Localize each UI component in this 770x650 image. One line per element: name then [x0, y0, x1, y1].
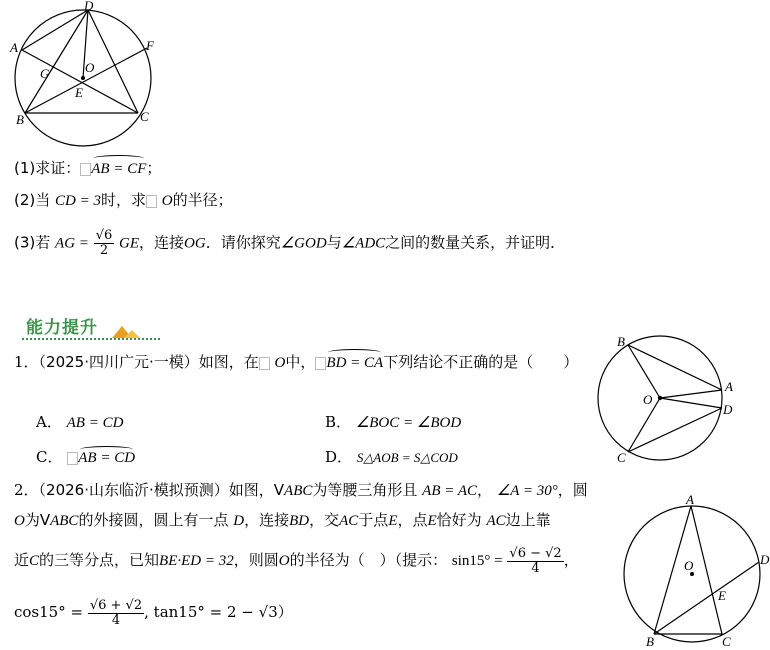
q2-cos15: cos15° =: [14, 603, 84, 621]
q2-line1-d: ，圆: [557, 481, 588, 499]
q2-l3-e: ，则圆: [233, 551, 279, 569]
q2-l2-l: ，点: [397, 511, 428, 529]
part2-label: (2)当: [14, 191, 51, 209]
q2-label-o: O: [684, 558, 694, 573]
q1-option-d-text: S△AOB = S△COD: [356, 450, 458, 465]
figure-q2-circle: [618, 490, 770, 650]
part3-lhs: AG =: [55, 235, 89, 252]
figure-q1-circle: [595, 328, 745, 468]
q2-l2-e2: E: [427, 513, 437, 529]
q2-label-e: E: [718, 588, 726, 603]
q1-option-b-key: B．: [325, 413, 352, 431]
part3-frac-num: √6: [95, 228, 113, 243]
part3-seg: OG: [184, 235, 206, 252]
section-title: 能力提升: [26, 318, 98, 338]
q2-cos-num: √6 + √2: [89, 597, 143, 613]
label-c: C: [140, 109, 149, 124]
part2-circle: O: [161, 193, 173, 209]
q2-l2-f: ，连接: [244, 511, 290, 529]
q1-option-a-text: AB = CD: [66, 415, 124, 431]
q2-l3-o: O: [278, 553, 290, 569]
q1-option-a-key: A．: [36, 413, 62, 431]
part2-line: [14, 190, 233, 211]
q1-label-c: C: [617, 450, 626, 465]
q2-label-c: C: [722, 634, 731, 649]
label-a: A: [10, 40, 18, 55]
q1-option-c-key: C．: [36, 448, 63, 466]
part3-line: [14, 229, 565, 258]
q1-option-d[interactable]: [325, 446, 458, 467]
placeholder-glyph: [259, 357, 270, 370]
q1-option-b-text: ∠BOC = ∠BOD: [355, 415, 462, 431]
part2-cond: CD = 3: [55, 193, 101, 209]
part3-frac-den: 2: [99, 243, 109, 258]
part3-frac: [94, 229, 115, 258]
figure-circle-abcd: [0, 0, 170, 150]
q2-line3: [14, 546, 579, 576]
q2-l3-h: ，: [563, 551, 579, 569]
q2-line1-c: ，: [477, 481, 493, 499]
q2-line1: [14, 480, 588, 501]
label-e: E: [75, 85, 83, 100]
q2-l2-bd: BD: [289, 513, 310, 529]
q2-sin-frac: [507, 547, 563, 576]
q1-circle: O: [274, 355, 286, 371]
section-divider: [22, 338, 160, 340]
placeholder-glyph: [315, 357, 326, 370]
section-badge: [22, 310, 162, 340]
q2-line1-b: 为等腰三角形且: [312, 481, 418, 499]
q1-stem-end: 下列结论不正确的是（ ）: [383, 353, 579, 371]
q2-l2-h: ，交: [309, 511, 340, 529]
label-d: D: [84, 0, 94, 13]
part3-angle2: ∠ADC: [341, 235, 386, 252]
part3-label: (3)若: [14, 233, 51, 252]
q1-source: （2025·四川广元·一模）如图，在: [38, 353, 259, 371]
q2-l3-text: 的三等分点，已知: [39, 551, 160, 569]
q2-l2-ac: AC: [339, 513, 359, 529]
q2-l3-product: BE·ED = 32: [159, 553, 234, 569]
q1-label-b: B: [617, 334, 625, 349]
q1-label-d: D: [723, 402, 733, 417]
q2-cos-den: 4: [111, 612, 121, 628]
placeholder-glyph: [146, 195, 157, 208]
q1-option-c[interactable]: [36, 446, 135, 467]
q2-l2-ac2: AC: [486, 513, 506, 529]
q2-l3-g: 的半径为（ ）（提示：: [289, 551, 448, 569]
part2-end: 的半径；: [172, 191, 233, 209]
q2-tri: ABC: [284, 483, 313, 499]
part3-mid3: 与: [326, 233, 342, 252]
q2-eq1: AB = AC: [422, 483, 478, 499]
q2-sin-den: 4: [531, 560, 540, 576]
part3-mid2: ．请你探究: [205, 233, 281, 252]
q2-label-a: A: [686, 492, 694, 507]
part1-line: [14, 158, 161, 179]
q2-l2-pt-d: D: [233, 513, 245, 529]
placeholder-glyph: [80, 163, 91, 176]
q1-stem: [14, 352, 578, 373]
q2-l3-a: 近: [14, 551, 30, 569]
q1-arc-eq: BD = CA: [326, 355, 384, 371]
label-b: B: [16, 112, 24, 127]
part1-end: ；: [146, 159, 162, 177]
label-f: F: [146, 38, 154, 53]
q1-option-a[interactable]: [36, 411, 123, 432]
q2-sin-num: √6 − √2: [509, 545, 562, 561]
q2-l2-o: O: [14, 513, 25, 529]
part1-label: (1)求证：: [14, 159, 81, 177]
label-g: G: [40, 66, 50, 81]
q2-number: 2．: [14, 481, 39, 499]
q2-line1-a: （2026·山东临沂·模拟预测）如图，V: [38, 481, 285, 499]
part3-angle1: ∠GOD: [280, 235, 327, 252]
q2-sin15: sin15° =: [451, 553, 503, 569]
q2-l2-n: 恰好为: [436, 511, 482, 529]
q2-l3-c: C: [29, 553, 40, 569]
q1-option-d-key: D．: [325, 448, 353, 466]
q1-option-c-text: AB = CD: [78, 450, 136, 466]
q2-tan15: , tan15° = 2 − √3: [144, 603, 278, 621]
placeholder-glyph: [67, 452, 78, 465]
q2-label-b: B: [646, 634, 654, 649]
q1-option-b[interactable]: [325, 411, 461, 432]
part1-formula: AB = CF: [91, 161, 147, 177]
q2-label-d: D: [760, 552, 770, 567]
q1-label-a: A: [725, 379, 733, 394]
q1-label-o: O: [643, 392, 653, 407]
q2-l2-j: 于点: [358, 511, 389, 529]
label-o: O: [85, 60, 95, 75]
q1-mid: 中，: [285, 353, 316, 371]
q2-l2-p: 边上靠: [505, 511, 551, 529]
q2-l2-abc: ABC: [50, 513, 79, 529]
q1-number: 1．: [14, 353, 39, 371]
q2-line4: [14, 598, 293, 628]
q2-l2-d: 的外接圆，圆上有一点: [78, 511, 229, 529]
q2-cos-frac: [88, 599, 144, 628]
part3-end: 之间的数量关系，并证明．: [385, 233, 566, 252]
q2-line2: [14, 510, 551, 531]
part3-mid: ，连接: [139, 233, 185, 252]
part2-mid: 时，求: [101, 191, 147, 209]
q2-angle: ∠A = 30°: [496, 483, 558, 499]
q2-end: ）: [277, 603, 293, 621]
q2-l2-e: E: [388, 513, 398, 529]
q2-l2-b: 为V: [24, 511, 51, 529]
part3-rhs: GE: [119, 235, 140, 252]
